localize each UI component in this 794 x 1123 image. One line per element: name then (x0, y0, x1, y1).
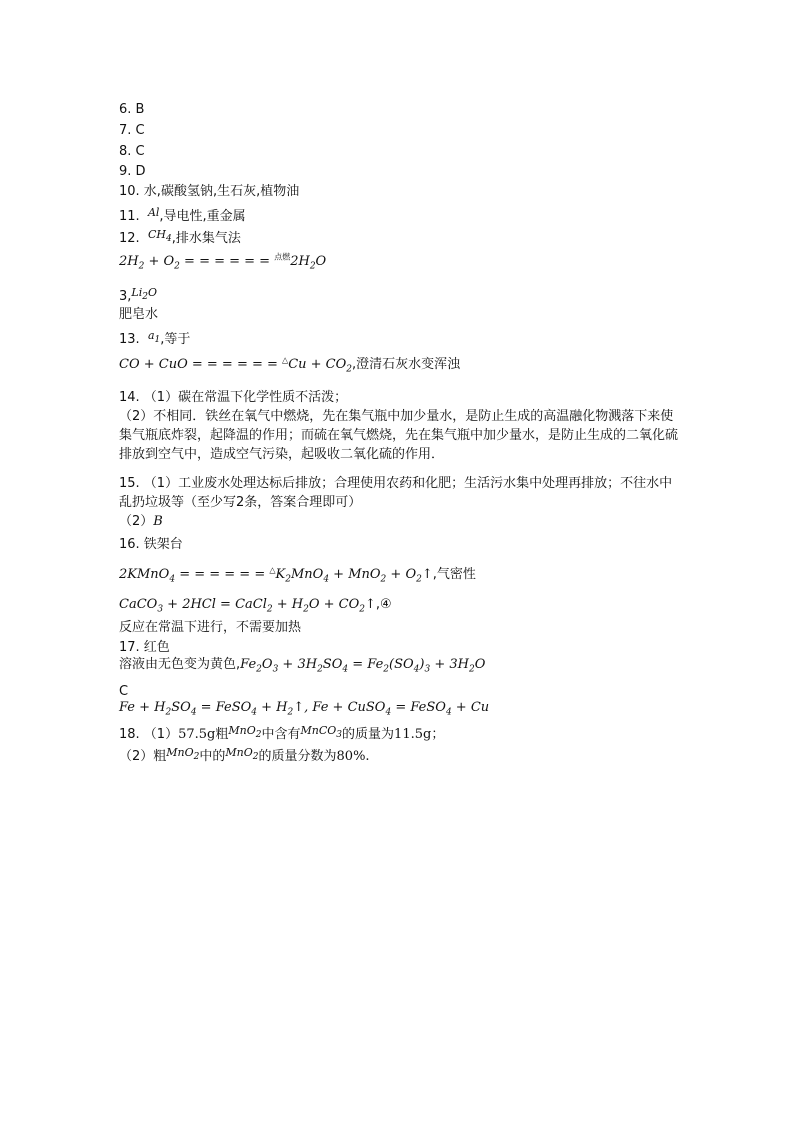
answer-13: 13. $^{a_1}$,等于 (119, 329, 191, 347)
answer-11: 11. $^{Al}$,导电性,重金属 (119, 206, 246, 224)
formula-li2o: Li2O (131, 286, 157, 303)
answer-14-1: 14. （1）碳在常温下化学性质不活泼； (119, 390, 348, 405)
answer-16-c: 反应在常温下进行，不需要加热 (119, 620, 302, 635)
equation-co-reduction: CO + CuO = = = = = = $^\triangle Cu + CO_2$,澄清石灰水变浑浊 (119, 355, 461, 375)
answer-15-1: 15. （1）工业废水处理达标后排放；合理使用农药和化肥；生活污水集中处理再排放；不往水中乱扔垃圾等（至少写2条，答案合理即可） (119, 476, 673, 510)
answer-12-c: 肥皂水 (119, 307, 159, 322)
answer-12: 12. $^{CH_4}$,排水集气法 (119, 228, 241, 246)
answer-18-1: 18. （1）57.5g粗$^{MnO_2}$中含有$^{MnCO_3}$的质量为11.5g； (119, 724, 445, 742)
formula-ch4: CH4 (147, 228, 172, 245)
answer-18-2: （2）粗$^{MnO_2}$中的$^{MnO_2}$的质量分数为80%. (119, 746, 370, 764)
answer-17: 17. 红色 (119, 640, 170, 655)
equation-kmno4: 2KMnO$_4$ = = = = = = $^\triangle K_2MnO_4 + MnO_2$ + $O_2↑$,气密性 (119, 565, 476, 585)
equation-iron-reactions: $Fe + H_2SO_4$ = FeSO$_4$ + $H_2↑$, Fe + CuSO$_4$ = FeSO$_4$ + Cu (119, 700, 490, 718)
answer-8: 8. C (119, 144, 145, 159)
answer-9: 9. D (119, 164, 146, 179)
answer-7: 7. C (119, 123, 145, 138)
answer-14-2: （2）不相同．铁丝在氧气中燃烧，先在集气瓶中加少量水，是防止生成的高温融化物溅落下来使集气瓶底炸裂，起降温的作用；而硫在氧气燃烧，先在集气瓶中加少量水，是防止生成的二氧化硫排放到空气中，造成空气污染，起吸收二氧化硫的作用． (119, 409, 679, 462)
answer-15-2: （2）B (119, 514, 163, 529)
equation-hydrogen-combustion: $2H_2 + O_2$ = = = = = = $^{点燃}2H_2O$ (119, 252, 327, 272)
answer-12-b: 3,$^{Li_2O}$ (119, 286, 157, 304)
answer-16: 16. 铁架台 (119, 537, 183, 552)
equation-caco3: CaCO$_3$ + 2HCl = CaCl$_2$ + $H_2O$ + $CO_2↑,④$ (119, 597, 392, 615)
answer-6: 6. B (119, 102, 145, 117)
answer-17-c: C (119, 684, 129, 699)
answer-17-b: 溶液由无色变为黄色$,Fe_2O_3 + 3H_2SO_4 = Fe_2(SO_4)_3 + 3H_2O$ (119, 657, 486, 675)
answer-10: 10. 水,碳酸氢钠,生石灰,植物油 (119, 184, 300, 199)
formula-a1: a1 (147, 329, 161, 346)
